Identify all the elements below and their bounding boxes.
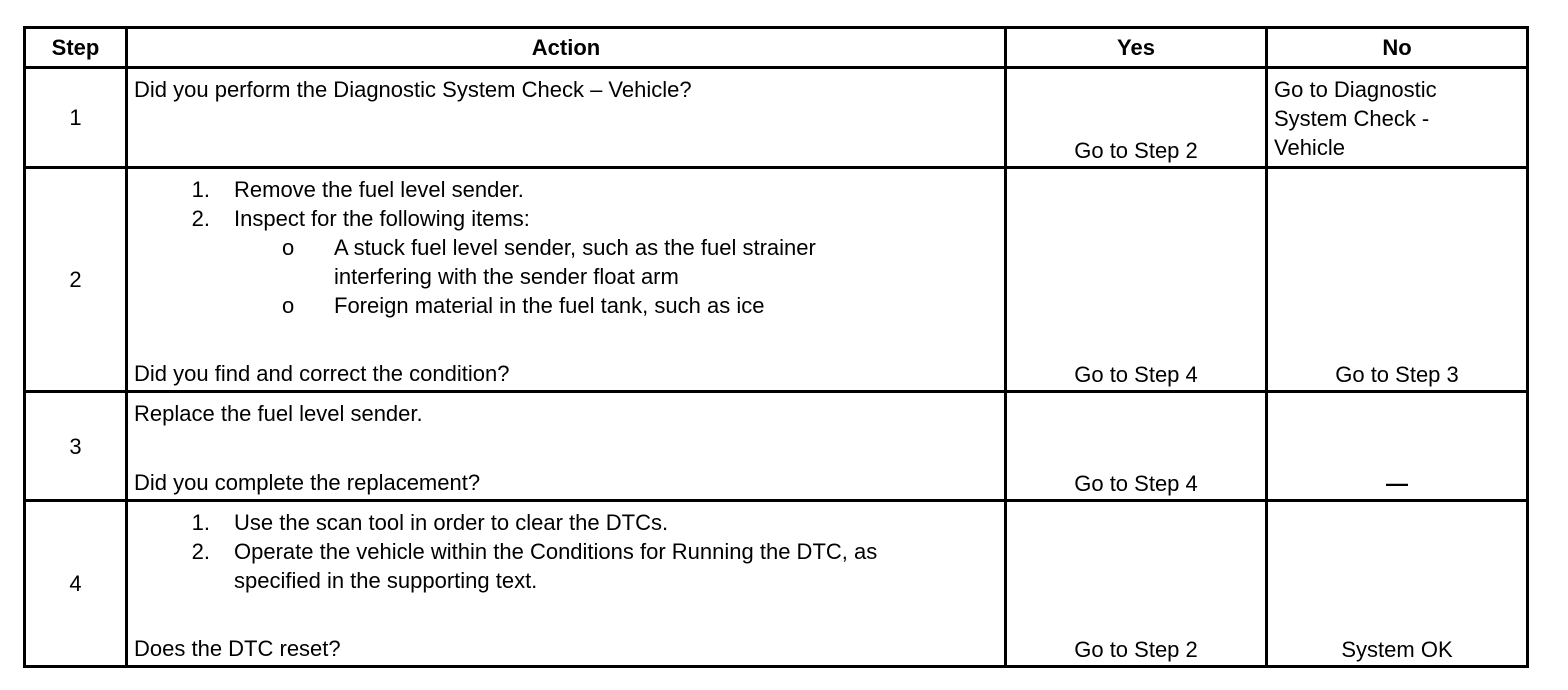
- action-cell: [127, 68, 1006, 168]
- list-item: [134, 204, 998, 233]
- list-text: Inspect for the following items:: [234, 206, 530, 231]
- header-row: [25, 28, 1528, 68]
- no-line: Go to Diagnostic: [1274, 77, 1437, 102]
- list-text: Use the scan tool in order to clear the DTCs.: [234, 510, 669, 535]
- list-text: Operate the vehicle within the Conditions for Running the DTC, as: [234, 539, 878, 564]
- header-no: No: [1267, 28, 1528, 68]
- bullet-icon: o: [282, 293, 295, 318]
- list-number: 1.: [191, 177, 210, 202]
- action-cell: [127, 392, 1006, 501]
- yes-cell: Go to Step 2: [1006, 68, 1267, 168]
- yes-cell: Go to Step 4: [1006, 392, 1267, 501]
- no-line: System Check -: [1274, 106, 1430, 131]
- action-instruction: Replace the fuel level sender.: [134, 401, 423, 426]
- list-number: 2.: [191, 206, 210, 231]
- no-line: Vehicle: [1274, 135, 1345, 160]
- list-item: [134, 175, 998, 204]
- action-question: Does the DTC reset?: [134, 636, 341, 661]
- header-yes: Yes: [1006, 28, 1267, 68]
- list-text-continued: specified in the supporting text.: [234, 568, 538, 593]
- header-action: Action: [127, 28, 1006, 68]
- sub-list-text: Foreign material in the fuel tank, such as ice: [334, 293, 765, 318]
- action-cell: [127, 501, 1006, 667]
- list-number: 2.: [191, 539, 210, 564]
- step-number: 1: [25, 68, 127, 168]
- header-step: Step: [25, 28, 127, 68]
- sub-list-text-continued: interfering with the sender float arm: [334, 264, 679, 289]
- table-row: [25, 392, 1528, 501]
- no-cell: System OK: [1267, 501, 1528, 667]
- action-question: Did you find and correct the condition?: [134, 361, 510, 386]
- table-row: [25, 501, 1528, 667]
- yes-cell: Go to Step 2: [1006, 501, 1267, 667]
- action-cell: [127, 168, 1006, 392]
- yes-cell: Go to Step 4: [1006, 168, 1267, 392]
- sub-list-item: [134, 233, 998, 262]
- table-row: [25, 168, 1528, 392]
- list-number: 1.: [191, 510, 210, 535]
- action-question: Did you perform the Diagnostic System Check – Vehicle?: [134, 77, 692, 102]
- list-text: Remove the fuel level sender.: [234, 177, 524, 202]
- step-number: 2: [25, 168, 127, 392]
- diagnostic-table: [23, 26, 1529, 668]
- bullet-icon: o: [282, 235, 295, 260]
- action-question: Did you complete the replacement?: [134, 470, 481, 495]
- no-cell: —: [1267, 392, 1528, 501]
- list-item: [134, 508, 998, 537]
- step-number: 4: [25, 501, 127, 667]
- sub-list-item: [134, 291, 998, 320]
- no-cell: [1267, 68, 1528, 168]
- list-item: [134, 537, 998, 566]
- no-cell: Go to Step 3: [1267, 168, 1528, 392]
- sub-list-text: A stuck fuel level sender, such as the fuel strainer: [334, 235, 816, 260]
- step-number: 3: [25, 392, 127, 501]
- table-row: [25, 68, 1528, 168]
